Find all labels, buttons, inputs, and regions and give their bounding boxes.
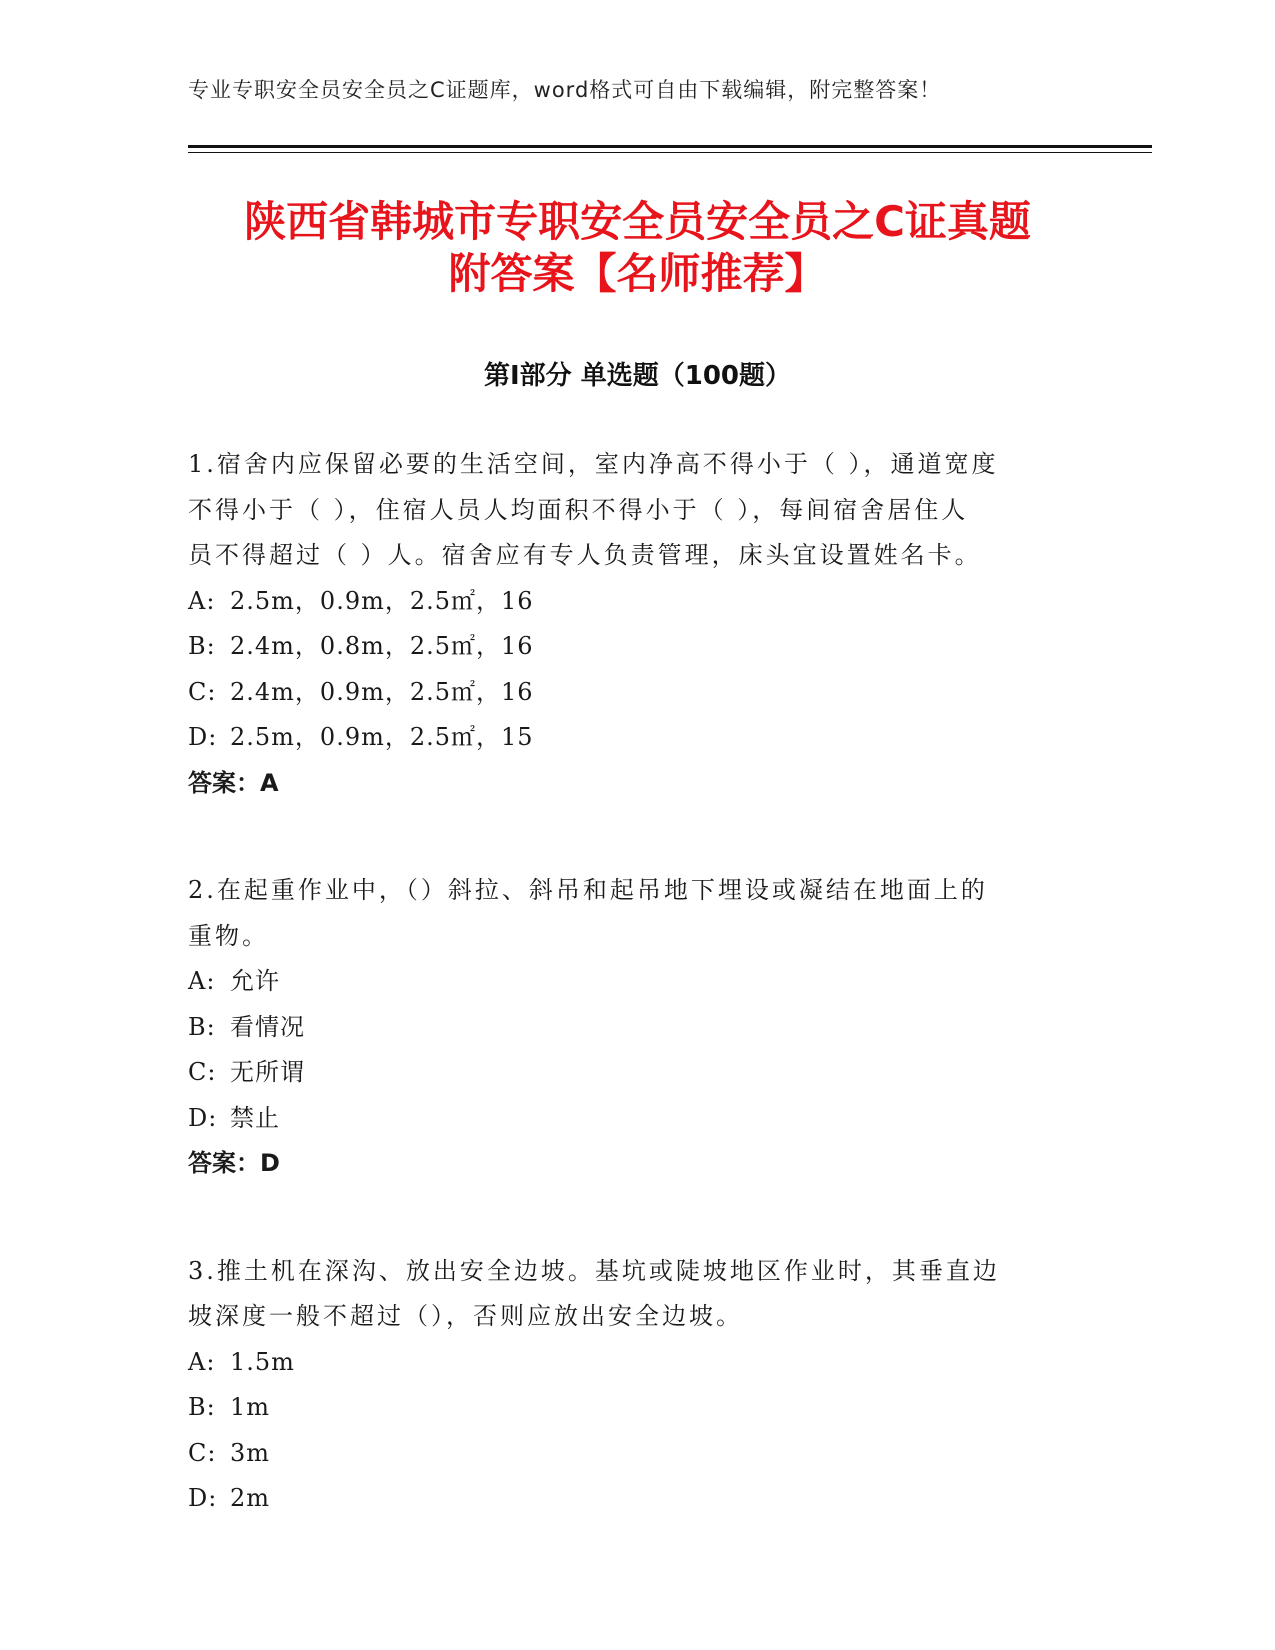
option-key: C: (188, 1438, 217, 1467)
answer: 答案：A (188, 768, 279, 797)
option-a (188, 579, 1088, 625)
header-divider-thick (188, 145, 1152, 148)
option-c (188, 1431, 1088, 1477)
question-stem-line: 坡深度一般不超过（），否则应放出安全边坡。 (188, 1302, 743, 1330)
option-text: 禁止 (230, 1103, 280, 1132)
question-stem-line: 员不得超过（ ）人。宿舍应有专人负责管理，床头宜设置姓名卡。 (188, 541, 982, 569)
option-text: 1m (230, 1393, 271, 1421)
option-text: 3m (230, 1438, 271, 1467)
question-stem-line: 重物。 (188, 921, 269, 950)
option-text: 2.4m，0.8m，2.5㎡，16 (230, 632, 534, 660)
question-list (188, 442, 1088, 1584)
question-stem-line: 2.在起重作业中，（）斜拉、斜吊和起吊地下埋设或凝结在地面上的 (188, 876, 988, 904)
option-text: 1.5m (230, 1347, 295, 1376)
option-text: 2.5m，0.9m，2.5㎡，16 (230, 586, 534, 615)
option-a (188, 959, 1088, 1005)
option-d (188, 1096, 1088, 1142)
title-line-2: 附答案【名师推荐】 (448, 249, 827, 298)
option-text: 2.5m，0.9m，2.5㎡，15 (230, 723, 534, 751)
question-2 (188, 868, 1088, 1187)
option-c (188, 670, 1088, 716)
option-text: 无所谓 (230, 1058, 305, 1086)
option-text: 2.4m，0.9m，2.5㎡，16 (230, 677, 534, 706)
option-key: D: (188, 723, 218, 751)
section-title: 第Ⅰ部分 单选题（100题） (484, 361, 791, 391)
option-text: 允许 (230, 967, 280, 995)
option-c (188, 1050, 1088, 1096)
option-key: B: (188, 1012, 216, 1041)
document-title (150, 196, 1125, 300)
option-key: B: (188, 632, 216, 660)
option-b (188, 1005, 1088, 1051)
title-line-1: 陕西省韩城市专职安全员安全员之C证真题 (244, 197, 1031, 246)
option-key: C: (188, 1058, 217, 1086)
option-key: D: (188, 1103, 218, 1132)
question-stem-line: 不得小于（ ），住宿人员人均面积不得小于（ ），每间宿舍居住人 (188, 495, 969, 524)
question-1 (188, 442, 1088, 806)
answer: 答案：D (188, 1149, 280, 1177)
option-key: C: (188, 677, 217, 706)
option-key: A: (188, 1347, 216, 1376)
option-key: D: (188, 1484, 218, 1512)
question-stem-line: 1.宿舍内应保留必要的生活空间，室内净高不得小于（ ），通道宽度 (188, 450, 999, 478)
option-b (188, 624, 1088, 670)
option-key: B: (188, 1393, 216, 1421)
option-text: 2m (230, 1484, 271, 1512)
option-text: 看情况 (230, 1012, 305, 1041)
option-d (188, 1476, 1088, 1522)
header-divider-thin (188, 152, 1152, 153)
header-note: 专业专职安全员安全员之C证题库，word格式可自由下载编辑，附完整答案！ (188, 78, 942, 102)
option-b (188, 1385, 1088, 1431)
option-key: A: (188, 967, 216, 995)
option-d (188, 715, 1088, 761)
question-stem-line: 3.推土机在深沟、放出安全边坡。基坑或陡坡地区作业时，其垂直边 (188, 1256, 1000, 1285)
question-3 (188, 1249, 1088, 1522)
option-key: A: (188, 586, 216, 615)
option-a (188, 1340, 1088, 1386)
